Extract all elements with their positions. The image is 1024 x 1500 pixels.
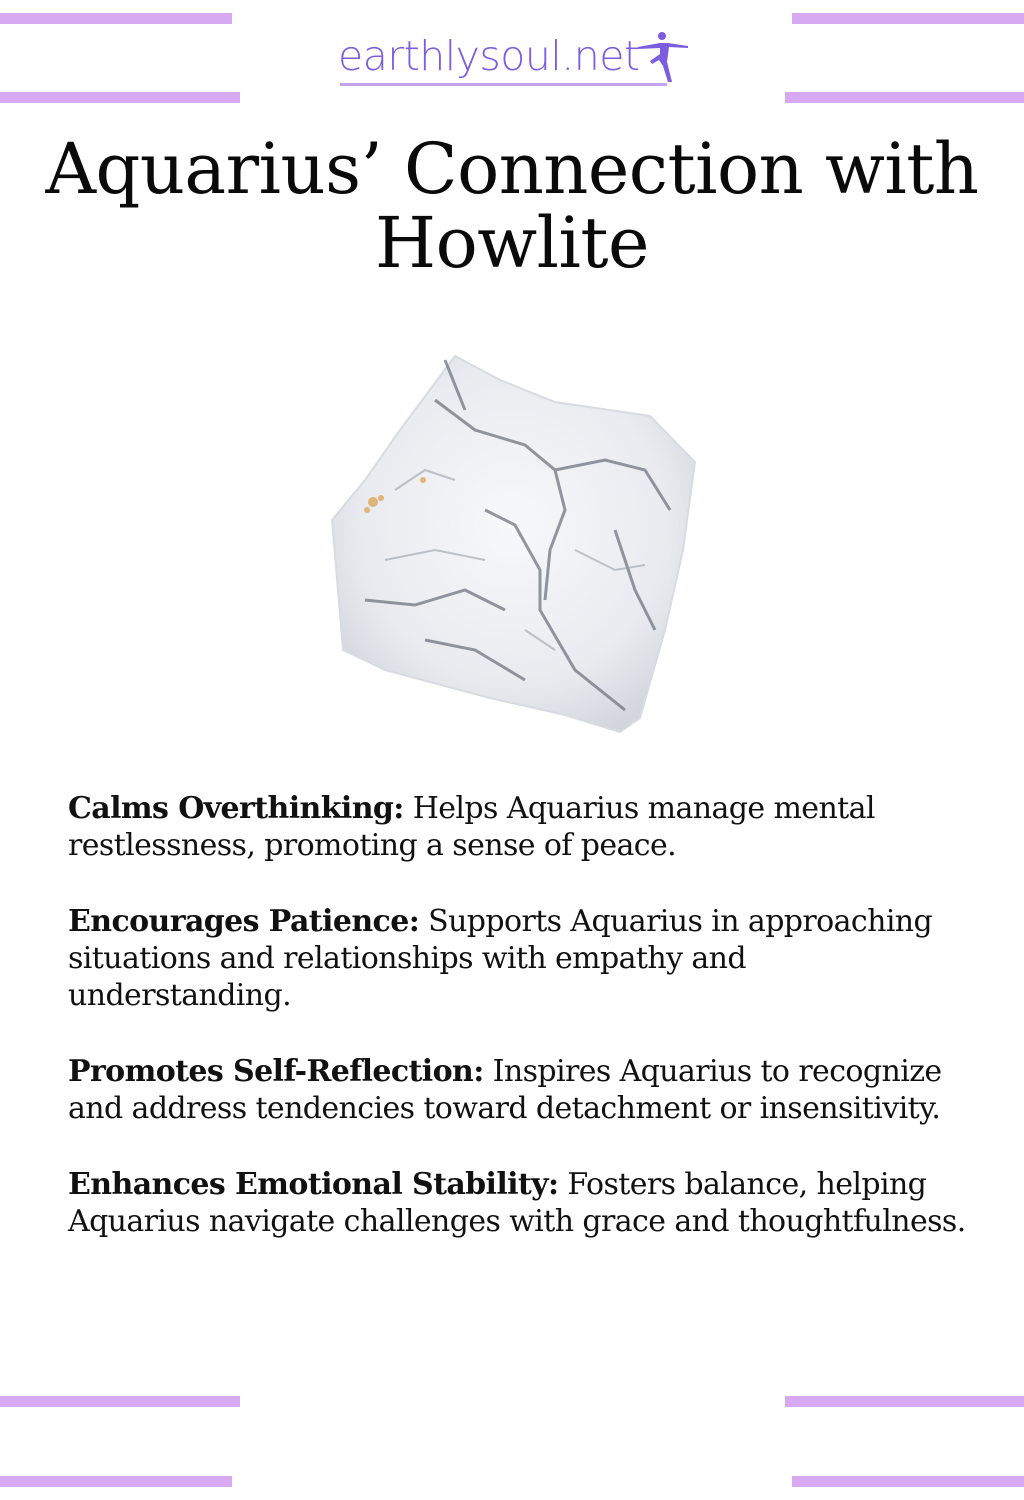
yoga-figure-icon [638, 30, 688, 86]
site-logo[interactable] [338, 30, 688, 90]
benefit-text: Supports Aquarius in approaching situations and relationships with empathy and understanding. [68, 904, 933, 1013]
logo-text: earthlysoul.net [338, 32, 640, 80]
page-title: Aquarius’ Connection with Howlite [45, 128, 979, 284]
top-right-bar-2 [785, 92, 1024, 103]
benefit-item [68, 1166, 968, 1240]
howlite-stone-image [325, 350, 705, 740]
benefit-text: Inspires Aquarius to recognize and address tendencies toward detachment or insensitivity. [68, 1054, 942, 1126]
benefits-list [68, 790, 968, 1279]
benefit-term: Promotes Self-Reflection: [68, 1054, 484, 1089]
logo-underline [340, 83, 667, 86]
bottom-right-bar-2 [792, 1476, 1024, 1487]
benefit-item [68, 1053, 968, 1127]
benefit-term: Encourages Patience: [68, 904, 420, 939]
benefit-text: Fosters balance, helping Aquarius navigate challenges with grace and thoughtfulness. [68, 1167, 966, 1239]
bottom-left-bar-1 [0, 1396, 240, 1407]
top-left-bar-2 [0, 92, 240, 103]
top-right-bar-1 [792, 13, 1024, 24]
benefit-item [68, 790, 968, 864]
benefit-term: Enhances Emotional Stability: [68, 1167, 559, 1202]
benefit-term: Calms Overthinking: [68, 791, 404, 826]
benefit-text: Helps Aquarius manage mental restlessness, promoting a sense of peace. [68, 791, 875, 863]
top-left-bar-1 [0, 13, 232, 24]
benefit-item [68, 903, 968, 1014]
bottom-right-bar-1 [785, 1396, 1024, 1407]
bottom-left-bar-2 [0, 1476, 232, 1487]
